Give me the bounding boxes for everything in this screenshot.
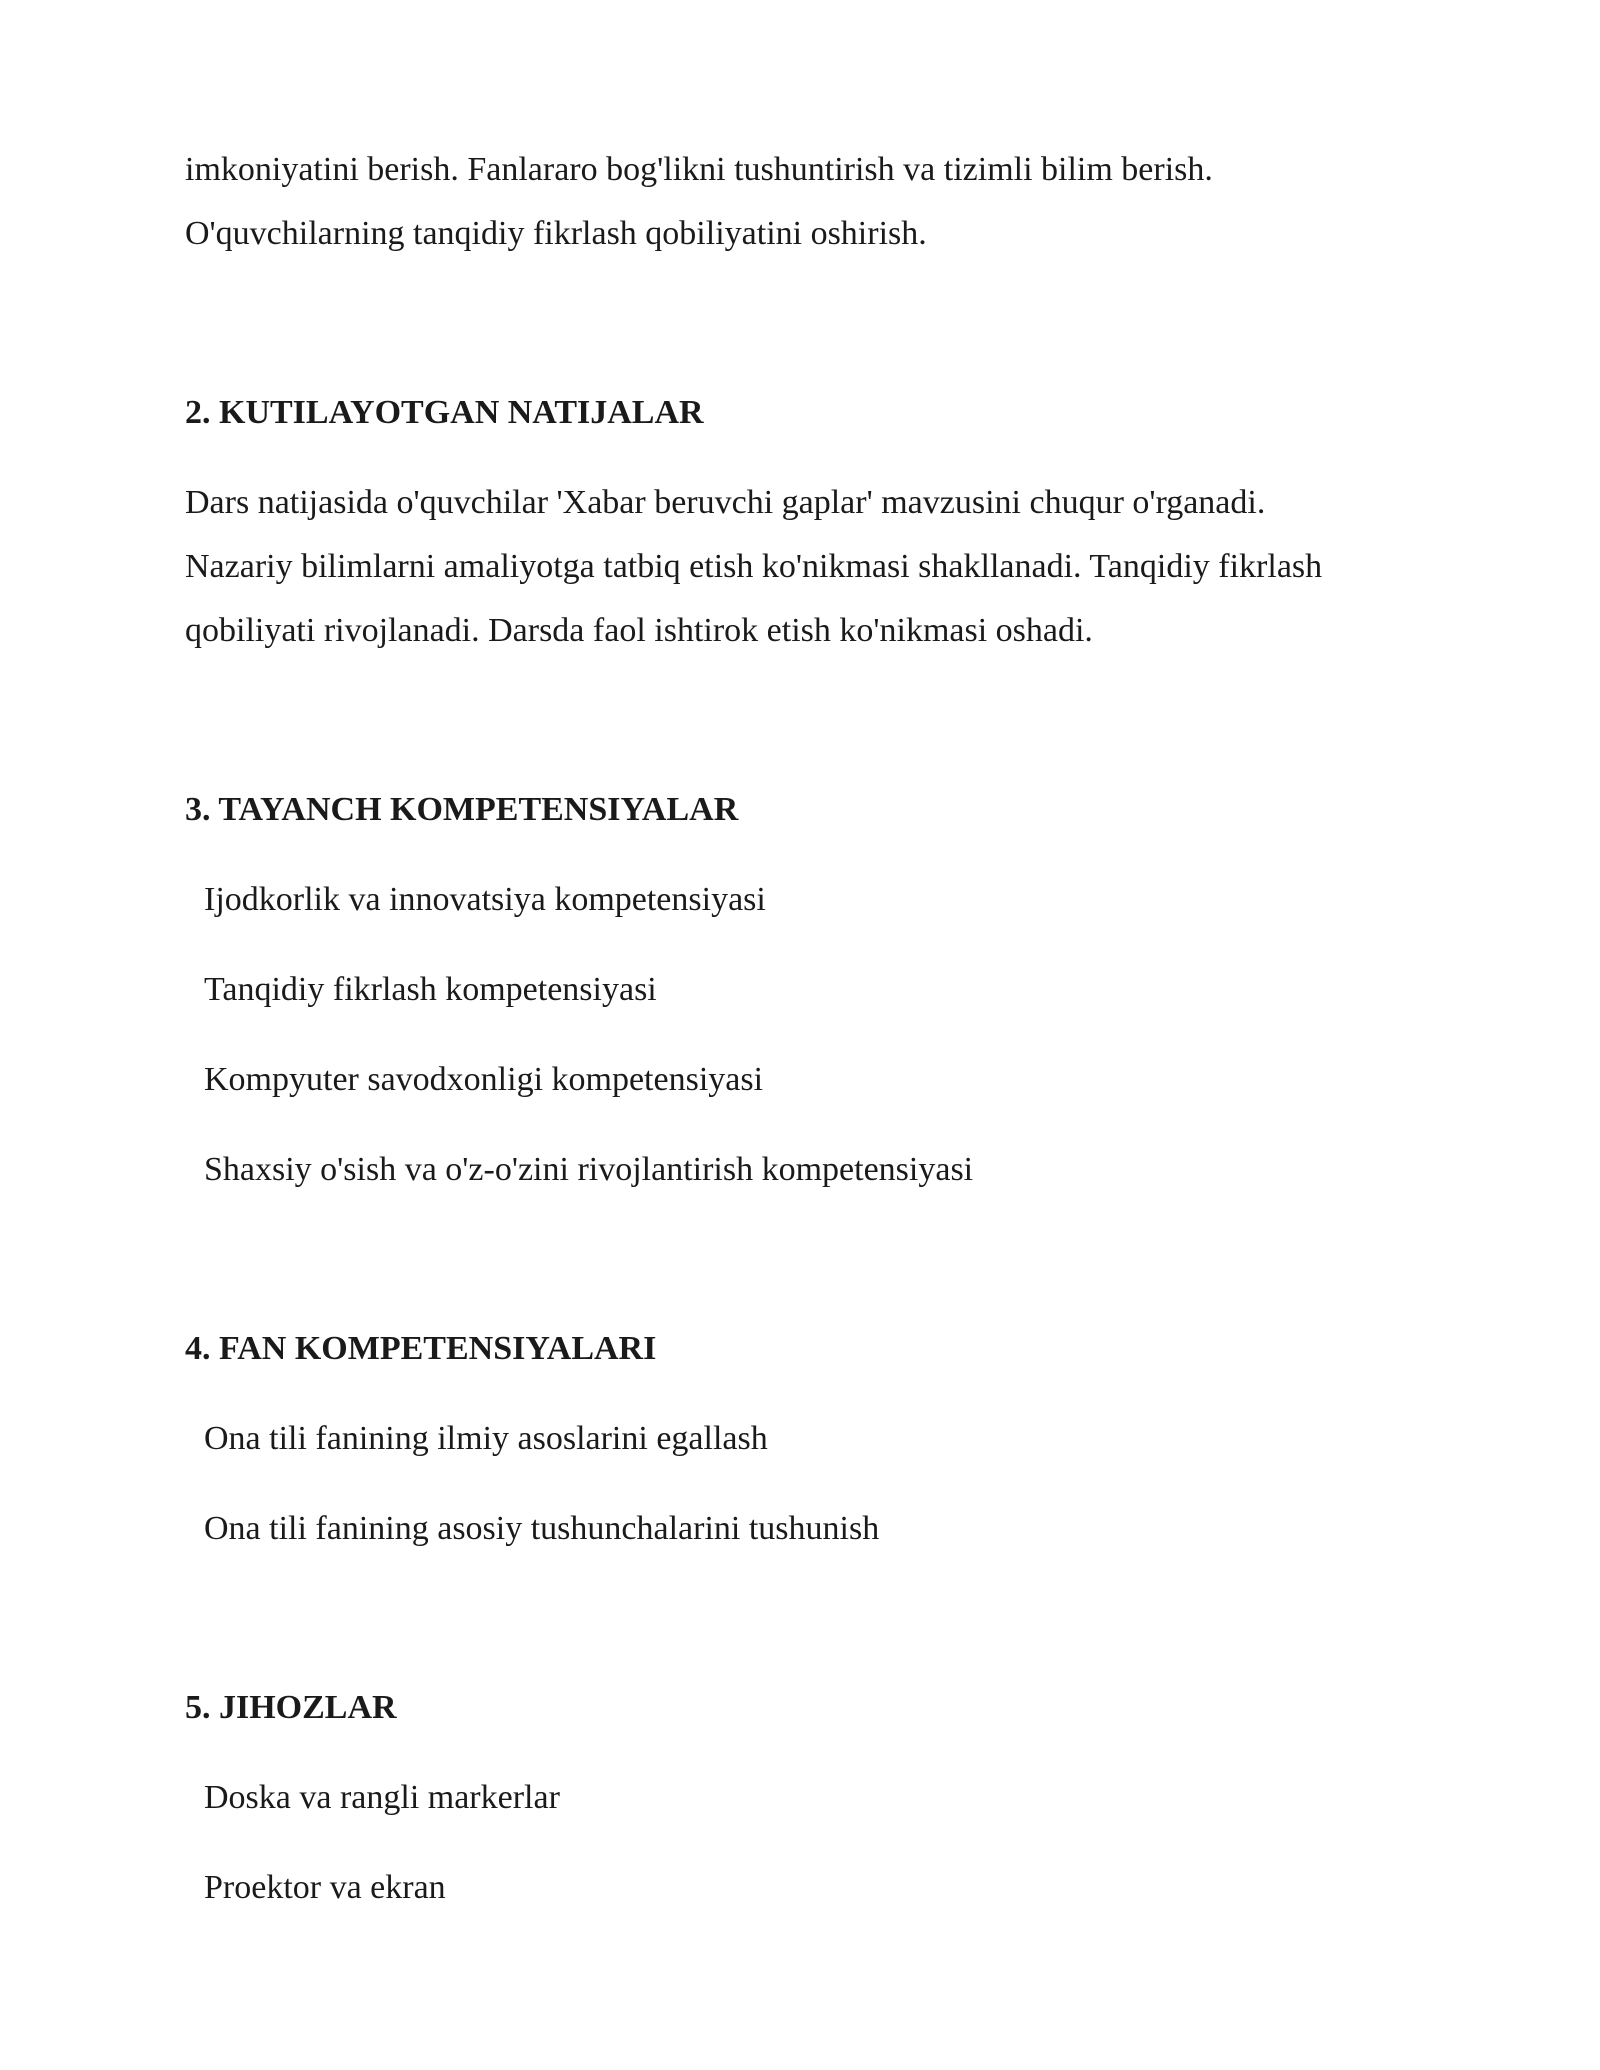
intro-line: O'quvchilarning tanqidiy fikrlash qobiliyatini oshirish. [185,215,927,252]
section-heading: 2. KUTILAYOTGAN NATIJALAR [185,394,704,431]
list-item: Proektor va ekran [204,1869,446,1906]
section-expected-results [185,381,1445,663]
list-item: Ijodkorlik va innovatsiya kompetensiyasi [204,881,766,918]
list-item: Shaxsiy o'sish va o'z-o'zini rivojlantirish kompetensiyasi [204,1151,974,1188]
section-equipment [185,1676,1445,1920]
spacer [185,1561,1445,1676]
subject-competency-list [185,1407,1445,1561]
section-paragraph [185,471,1445,663]
section-core-competencies [185,778,1445,1202]
paragraph-line: Nazariy bilimlarni amaliyotga tatbiq etish ko'nikmasi shakllanadi. Tanqidiy fikrlash [185,548,1323,585]
list-item: Doska va rangli markerlar [204,1779,560,1816]
spacer [185,663,1445,778]
list-item: Tanqidiy fikrlash kompetensiyasi [204,971,657,1008]
list-item: Ona tili fanining asosiy tushunchalarini tushunish [204,1510,880,1547]
spacer [185,266,1445,381]
list-item: Ona tili fanining ilmiy asoslarini egallash [204,1420,768,1457]
document-content [185,138,1445,1920]
spacer [185,445,1445,471]
intro-line: imkoniyatini berish. Fanlararo bog'likni tushuntirish va tizimli bilim berish. [185,151,1213,188]
spacer [185,1202,1445,1317]
paragraph-line: Dars natijasida o'quvchilar 'Xabar beruvchi gaplar' mavzusini chuqur o'rganadi. [185,484,1266,521]
equipment-list [185,1766,1445,1920]
list-item: Kompyuter savodxonligi kompetensiyasi [204,1061,764,1098]
section-heading: 5. JIHOZLAR [185,1689,397,1726]
intro-paragraph [185,138,1445,266]
section-heading: 3. TAYANCH KOMPETENSIYALAR [185,791,739,828]
spacer [185,1381,1445,1407]
section-heading: 4. FAN KOMPETENSIYALARI [185,1330,657,1367]
paragraph-line: qobiliyati rivojlanadi. Darsda faol ishtirok etish ko'nikmasi oshadi. [185,612,1093,649]
spacer [185,1740,1445,1766]
spacer [185,842,1445,868]
section-subject-competencies [185,1317,1445,1561]
competency-list [185,868,1445,1202]
